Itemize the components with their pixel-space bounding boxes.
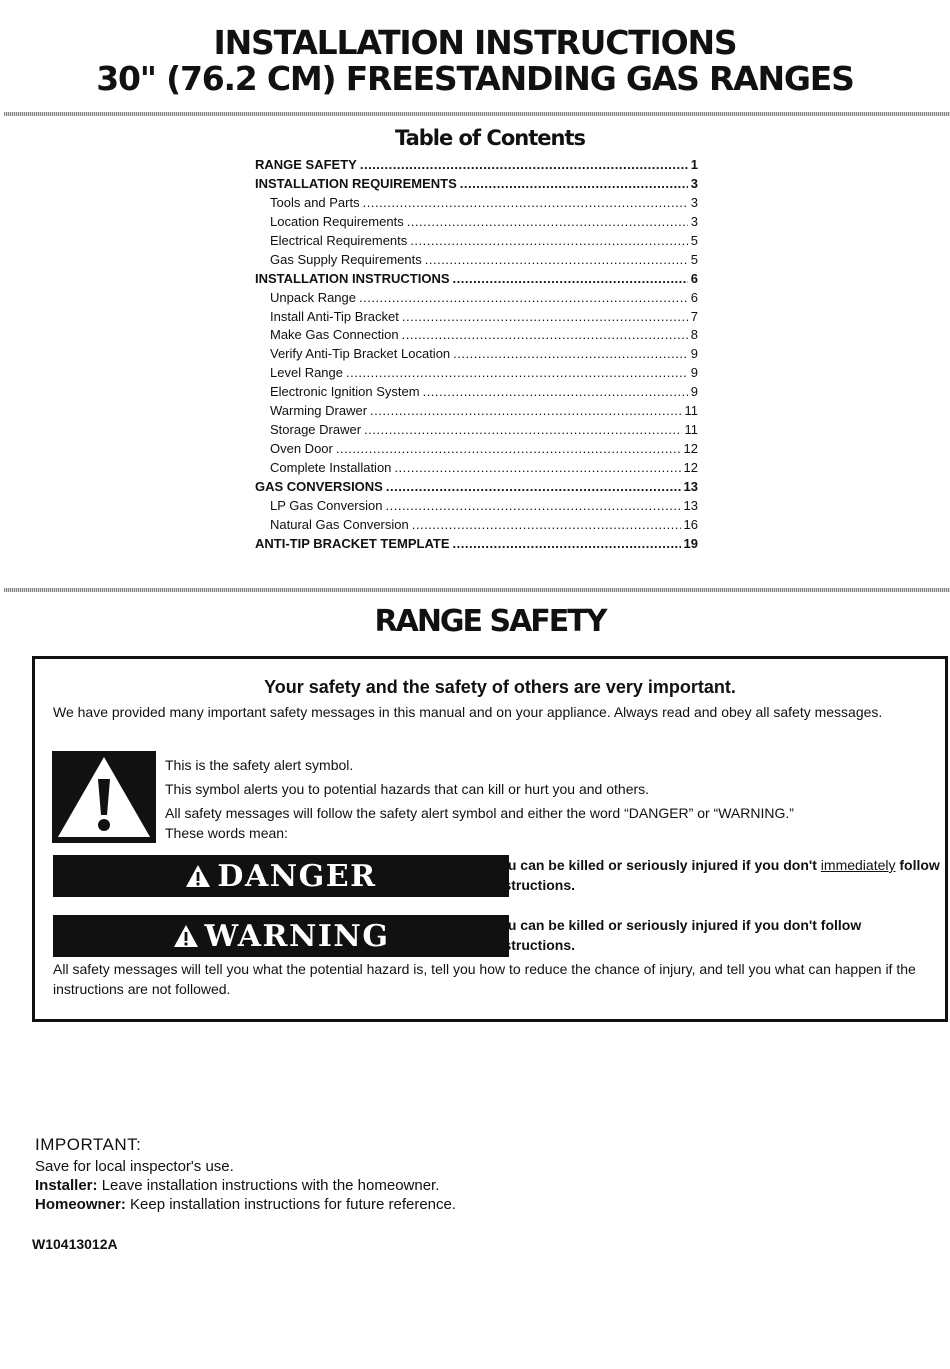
toc-entry bbox=[255, 157, 698, 176]
toc-entry-label: INSTALLATION INSTRUCTIONS bbox=[255, 270, 450, 286]
toc-leader-dots bbox=[386, 498, 681, 513]
danger-text-pre: You can be killed or seriously injured if you don't bbox=[491, 857, 821, 873]
homeowner-text: Keep installation instructions for future reference. bbox=[125, 1196, 457, 1213]
installer-label: Installer: bbox=[35, 1177, 98, 1194]
toc-entry-label: Electrical Requirements bbox=[270, 232, 408, 248]
toc-leader-dots bbox=[410, 233, 687, 248]
toc-entry-page: 16 bbox=[683, 516, 698, 532]
toc-entry-label: Oven Door bbox=[270, 441, 333, 457]
toc-entry bbox=[255, 309, 698, 328]
toc-entry-page: 9 bbox=[690, 365, 698, 381]
toc-leader-dots bbox=[346, 365, 688, 380]
danger-description bbox=[491, 855, 941, 895]
toc-entry-label: GAS CONVERSIONS bbox=[255, 478, 383, 494]
toc-entry-label: Tools and Parts bbox=[270, 194, 360, 210]
warning-signal-word bbox=[53, 915, 509, 957]
toc-entry bbox=[255, 271, 698, 290]
important-line1: Save for local inspector's use. bbox=[35, 1158, 234, 1175]
document-title-line2: 30" (76.2 CM) FREESTANDING GAS RANGES bbox=[96, 59, 854, 98]
safety-footer: All safety messages will tell you what the potential hazard is, tell you how to reduce the chance of injury, and tell you what can happen if the instructions are not followed. bbox=[53, 961, 916, 997]
divider-top bbox=[4, 112, 950, 116]
toc-entry-label: ANTI-TIP BRACKET TEMPLATE bbox=[255, 535, 450, 551]
toc-entry-page: 19 bbox=[683, 535, 698, 551]
alert-line-4: These words mean: bbox=[165, 825, 288, 841]
toc-leader-dots bbox=[386, 479, 681, 494]
toc-entry bbox=[255, 517, 698, 536]
section-title-range-safety: RANGE SAFETY bbox=[374, 604, 606, 639]
warning-description: You can be killed or seriously injured if you don't follow instructions. bbox=[491, 917, 862, 953]
toc-entry-page: 12 bbox=[683, 460, 698, 475]
toc-leader-dots bbox=[364, 422, 681, 437]
divider-middle bbox=[4, 588, 950, 592]
toc-entry bbox=[255, 422, 698, 441]
toc-entry-page: 12 bbox=[683, 441, 698, 457]
toc-entry bbox=[255, 327, 698, 346]
toc-entry bbox=[255, 498, 698, 517]
toc-leader-dots bbox=[453, 346, 688, 361]
toc-entry bbox=[255, 460, 698, 479]
toc-entry-label: Gas Supply Requirements bbox=[270, 251, 422, 267]
toc-entry bbox=[255, 536, 698, 555]
toc-entry-page: 1 bbox=[690, 157, 698, 172]
toc-entry-label: Complete Installation bbox=[270, 460, 392, 475]
toc-leader-dots bbox=[425, 252, 688, 267]
toc-entry bbox=[255, 214, 698, 233]
danger-label: DANGER bbox=[217, 858, 377, 894]
toc-entry-page: 8 bbox=[690, 327, 698, 343]
toc-entry bbox=[255, 346, 698, 365]
toc-entry-label: Unpack Range bbox=[270, 289, 356, 305]
toc-leader-dots bbox=[453, 536, 681, 551]
table-of-contents bbox=[255, 157, 698, 555]
toc-entry bbox=[255, 441, 698, 460]
toc-entry-label: Make Gas Connection bbox=[270, 327, 399, 343]
toc-entry-label: Electronic Ignition System bbox=[270, 384, 420, 400]
toc-entry-label: Location Requirements bbox=[270, 213, 404, 229]
toc-entry bbox=[255, 195, 698, 214]
toc-leader-dots bbox=[360, 157, 688, 172]
toc-entry-label: RANGE SAFETY bbox=[255, 157, 357, 172]
toc-entry bbox=[255, 479, 698, 498]
important-heading: IMPORTANT: bbox=[35, 1135, 142, 1154]
document-title-line1: INSTALLATION INSTRUCTIONS bbox=[213, 23, 737, 62]
toc-entry bbox=[255, 252, 698, 271]
toc-entry bbox=[255, 384, 698, 403]
alert-line-3: All safety messages will follow the safety alert symbol and either the word “DANGER” or “WARNING.” bbox=[165, 805, 794, 821]
toc-leader-dots bbox=[394, 460, 680, 475]
warning-label: WARNING bbox=[204, 918, 390, 954]
safety-box-heading: Your safety and the safety of others are very important. bbox=[264, 677, 736, 697]
toc-entry-page: 11 bbox=[684, 403, 698, 419]
toc-leader-dots bbox=[453, 271, 688, 286]
danger-text-emphasis: immediately bbox=[820, 857, 896, 873]
toc-entry-label: Level Range bbox=[270, 365, 343, 381]
toc-entry-label: Verify Anti-Tip Bracket Location bbox=[270, 346, 451, 362]
toc-leader-dots bbox=[460, 176, 688, 191]
homeowner-line bbox=[35, 1195, 456, 1214]
alert-line-1: This is the safety alert symbol. bbox=[165, 757, 354, 773]
document-number: W10413012A bbox=[32, 1236, 118, 1252]
safety-box bbox=[32, 656, 948, 1022]
toc-leader-dots bbox=[359, 290, 688, 305]
toc-entry-label: Natural Gas Conversion bbox=[270, 516, 409, 532]
warning-triangle-icon bbox=[52, 751, 156, 843]
toc-leader-dots bbox=[402, 327, 688, 342]
toc-entry-page: 9 bbox=[690, 346, 698, 362]
installer-text: Leave installation instructions with the homeowner. bbox=[97, 1177, 440, 1194]
toc-entry-label: Install Anti-Tip Bracket bbox=[270, 308, 399, 324]
safety-intro: We have provided many important safety messages in this manual and on your appliance. Always read and obey all safety messages. bbox=[53, 704, 883, 720]
toc-entry-label: Warming Drawer bbox=[270, 403, 368, 419]
toc-entry-page: 7 bbox=[690, 308, 698, 324]
important-notice bbox=[35, 1135, 456, 1214]
toc-entry bbox=[255, 233, 698, 252]
alert-triangle-icon bbox=[173, 923, 199, 949]
danger-signal-word bbox=[53, 855, 509, 897]
toc-entry-page: 3 bbox=[690, 175, 698, 191]
toc-entry-page: 5 bbox=[690, 251, 698, 267]
toc-entry bbox=[255, 290, 698, 309]
toc-entry bbox=[255, 365, 698, 384]
toc-leader-dots bbox=[412, 517, 681, 532]
toc-entry-label: LP Gas Conversion bbox=[270, 497, 383, 513]
homeowner-label: Homeowner: bbox=[35, 1196, 126, 1213]
toc-leader-dots bbox=[363, 195, 688, 210]
toc-entry-page: 6 bbox=[690, 270, 698, 286]
toc-heading: Table of Contents bbox=[394, 126, 585, 150]
toc-leader-dots bbox=[402, 309, 688, 324]
toc-entry-page: 5 bbox=[690, 232, 698, 248]
toc-leader-dots bbox=[407, 214, 688, 229]
toc-entry bbox=[255, 403, 698, 422]
danger-text-post: follow instructions. bbox=[491, 857, 940, 893]
toc-entry-page: 11 bbox=[684, 422, 698, 438]
installer-line bbox=[35, 1176, 456, 1195]
toc-entry-label: Storage Drawer bbox=[270, 422, 362, 438]
toc-entry-page: 3 bbox=[690, 213, 698, 229]
toc-entry bbox=[255, 176, 698, 195]
toc-leader-dots bbox=[336, 441, 681, 456]
toc-entry-page: 13 bbox=[683, 478, 698, 494]
toc-leader-dots bbox=[370, 403, 681, 418]
toc-entry-page: 6 bbox=[690, 289, 698, 305]
toc-entry-page: 13 bbox=[683, 497, 698, 513]
alert-symbol-explanation bbox=[165, 753, 925, 843]
toc-entry-page: 3 bbox=[690, 194, 698, 210]
toc-leader-dots bbox=[423, 384, 688, 399]
alert-line-2: This symbol alerts you to potential hazards that can kill or hurt you and others. bbox=[165, 781, 650, 797]
toc-entry-label: INSTALLATION REQUIREMENTS bbox=[255, 175, 457, 191]
toc-entry-page: 9 bbox=[690, 384, 698, 400]
alert-triangle-icon bbox=[185, 863, 211, 889]
